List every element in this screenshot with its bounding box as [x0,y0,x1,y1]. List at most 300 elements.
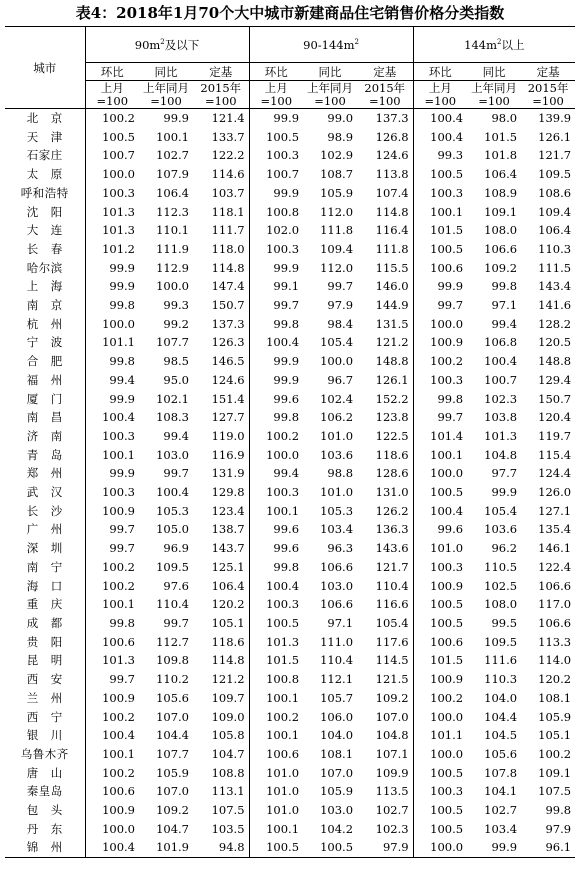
index-value: 112.1 [320,672,354,687]
index-value: 99.9 [249,259,303,278]
index-value: 109.5 [484,634,518,649]
city-name: 上 海 [26,279,63,294]
index-value: 102.4 [320,391,354,406]
index-value: 120.4 [538,410,572,425]
table-row [5,520,575,539]
index-value: 103.4 [320,522,354,537]
index-value: 122.5 [375,428,409,443]
index-value: 99.8 [413,390,467,409]
index-value: 96.3 [327,541,354,556]
index-value: 99.7 [85,670,139,689]
index-value: 100.6 [413,259,467,278]
table-row [5,801,575,820]
table-row [5,146,575,165]
index-value: 97.9 [327,298,354,313]
index-value: 109.2 [156,803,189,818]
index-value: 94.8 [193,838,249,857]
index-value: 108.7 [320,167,354,182]
city-name: 兰 州 [26,690,63,705]
index-value: 104.4 [484,709,518,724]
index-value: 109.7 [211,690,245,705]
index-value: 100.9 [85,689,139,708]
index-value: 99.6 [413,520,467,539]
index-value: 100.4 [413,128,467,147]
table-row [5,614,575,633]
index-value: 143.6 [375,541,409,556]
index-value: 101.1 [413,726,467,745]
index-value: 102.5 [484,578,518,593]
index-value: 121.4 [211,111,245,125]
index-value: 100.1 [413,203,467,222]
index-value: 99.3 [163,298,189,313]
index-value: 107.0 [320,765,354,780]
index-value: 101.0 [320,428,354,443]
metric-header: 定基 [193,63,249,81]
index-value: 100.1 [249,726,303,745]
index-value: 99.0 [327,111,354,125]
city-header: 城市 [5,27,85,109]
index-value: 118.6 [211,634,245,649]
index-value: 100.7 [484,372,518,387]
index-value: 100.0 [413,745,467,764]
index-value: 99.9 [249,109,303,128]
index-value: 100.4 [249,577,303,596]
index-value: 102.7 [375,803,409,818]
index-value: 100.4 [413,109,467,128]
table-row [5,427,575,446]
index-value: 100.1 [156,129,189,144]
index-value: 121.5 [375,672,409,687]
index-value: 100.7 [249,165,303,184]
index-value: 135.4 [538,522,572,537]
index-value: 114.0 [538,653,572,668]
table-row [5,708,575,727]
index-value: 102.3 [484,391,518,406]
city-name: 包 头 [26,803,63,818]
index-value: 118.1 [211,204,245,219]
index-value: 98.4 [327,316,354,331]
index-value: 99.7 [85,539,139,558]
table-row [5,221,575,240]
metric-header-row [5,63,575,81]
index-value: 104.5 [484,728,518,743]
index-value: 114.8 [375,204,409,219]
index-value: 113.3 [538,634,572,649]
city-name: 天 津 [26,129,63,144]
index-value: 110.4 [375,578,409,593]
index-value: 102.7 [484,803,518,818]
table-row [5,390,575,409]
index-value: 102.0 [249,221,303,240]
index-value: 133.7 [211,129,245,144]
index-value: 100.3 [413,782,467,801]
index-value: 123.4 [211,503,245,518]
index-value: 116.9 [211,447,245,462]
city-name: 西 宁 [26,709,63,724]
index-value: 102.3 [375,821,409,836]
index-value: 109.5 [156,559,189,574]
table-row [5,782,575,801]
index-value: 109.2 [375,690,409,705]
index-value: 103.7 [211,185,245,200]
index-value: 112.7 [156,634,189,649]
index-value: 100.4 [85,726,139,745]
index-value: 100.4 [85,838,139,857]
index-value: 109.4 [538,204,572,219]
index-value: 100.5 [249,614,303,633]
index-value: 99.9 [85,259,139,278]
base-header: 上年同月 =100 [467,81,521,109]
table-row [5,745,575,764]
index-value: 118.0 [211,241,245,256]
table-row [5,352,575,371]
index-value: 120.2 [538,672,572,687]
index-value: 104.7 [156,821,189,836]
table-row [5,651,575,670]
index-value: 105.9 [538,709,572,724]
index-value: 144.9 [375,298,409,313]
index-value: 99.7 [85,520,139,539]
index-value: 129.4 [538,372,572,387]
index-value: 146.0 [375,279,409,294]
index-value: 104.4 [156,728,189,743]
base-header: 上月 =100 [249,81,303,109]
index-value: 100.0 [413,464,467,483]
index-value: 95.0 [163,372,189,387]
index-value: 98.9 [327,129,354,144]
city-name: 合 肥 [26,354,63,369]
index-value: 97.1 [327,615,354,630]
index-value: 100.4 [85,408,139,427]
index-value: 129.8 [211,485,245,500]
index-value: 100.4 [413,502,467,521]
city-name: 锦 州 [5,838,85,857]
index-value: 99.6 [249,390,303,409]
index-value: 105.7 [320,690,354,705]
index-value: 101.5 [413,651,467,670]
index-value: 120.5 [538,335,572,350]
index-value: 101.9 [139,838,193,857]
index-value: 99.7 [327,279,354,294]
table-row [5,333,575,352]
index-value: 100.6 [413,633,467,652]
city-name: 武 汉 [26,485,63,500]
index-value: 99.4 [163,428,189,443]
index-value: 119.7 [538,428,572,443]
index-value: 113.1 [211,784,245,799]
index-value: 109.0 [211,709,245,724]
index-value: 107.7 [156,335,189,350]
index-value: 112.0 [320,260,354,275]
index-value: 100.3 [413,371,467,390]
index-value: 100.0 [413,315,467,334]
index-value: 105.3 [156,503,189,518]
index-value: 100.1 [249,689,303,708]
index-value: 110.1 [156,223,189,238]
index-value: 108.1 [538,690,572,705]
index-value: 124.4 [538,466,572,481]
index-value: 99.8 [545,803,572,818]
index-value: 111.7 [211,223,245,238]
index-value: 100.5 [413,801,467,820]
index-value: 103.0 [320,578,354,593]
index-value: 152.2 [375,391,409,406]
index-value: 111.5 [538,260,572,275]
index-value: 108.3 [156,410,189,425]
index-value: 138.7 [211,522,245,537]
index-value: 151.4 [211,391,245,406]
index-value: 128.2 [538,316,572,331]
index-value: 113.5 [375,784,409,799]
city-name: 南 宁 [26,559,63,574]
index-value: 100.0 [249,446,303,465]
index-value: 110.3 [538,241,572,256]
index-value: 105.9 [156,765,189,780]
index-value: 100.5 [249,128,303,147]
city-name: 杭 州 [26,316,63,331]
index-value: 126.0 [538,485,572,500]
index-value: 100.6 [249,745,303,764]
index-value: 131.5 [375,316,409,331]
table-row [5,689,575,708]
index-value: 100.4 [249,333,303,352]
table-row [5,277,575,296]
base-header: 上年同月 =100 [139,81,193,109]
index-value: 99.6 [249,539,303,558]
index-value: 106.6 [538,615,572,630]
table-row [5,184,575,203]
table-row [5,764,575,783]
index-value: 99.9 [249,371,303,390]
index-value: 103.6 [484,522,518,537]
index-value: 99.7 [163,466,189,481]
index-value: 100.5 [413,483,467,502]
index-value: 101.3 [85,221,139,240]
index-value: 100.0 [413,708,467,727]
index-value: 96.7 [327,372,354,387]
index-value: 99.9 [163,111,189,125]
city-name: 大 连 [26,223,63,238]
index-value: 127.7 [211,410,245,425]
index-value: 109.8 [156,653,189,668]
city-name: 广 州 [26,522,63,537]
index-value: 100.5 [413,614,467,633]
table-row [5,502,575,521]
index-value: 103.4 [484,821,518,836]
index-value: 101.0 [413,539,467,558]
index-value: 102.1 [156,391,189,406]
index-value: 101.3 [249,633,303,652]
index-value: 100.2 [85,109,139,128]
index-value: 99.1 [249,277,303,296]
index-value: 103.0 [156,447,189,462]
table-row [5,165,575,184]
group-header-large: $144m^2$以上 [413,27,575,63]
table-row [5,464,575,483]
index-value: 99.4 [249,464,303,483]
index-value: 100.0 [85,165,139,184]
index-value: 99.8 [249,408,303,427]
index-value: 106.4 [211,578,245,593]
index-value: 110.4 [320,653,354,668]
city-name: 太 原 [26,167,63,182]
index-value: 101.5 [249,651,303,670]
metric-header: 环比 [413,63,467,81]
index-value: 100.6 [85,782,139,801]
city-name: 哈尔滨 [26,260,63,275]
index-value: 99.8 [85,614,139,633]
table-row [5,371,575,390]
index-value: 116.4 [375,223,409,238]
index-value: 126.2 [375,503,409,518]
index-value: 100.3 [85,427,139,446]
index-value: 100.5 [413,240,467,259]
index-value: 100.3 [413,184,467,203]
index-value: 100.1 [249,820,303,839]
index-value: 126.1 [538,129,572,144]
index-value: 105.6 [156,690,189,705]
index-value: 100.3 [85,184,139,203]
index-value: 99.8 [85,352,139,371]
index-value: 106.4 [156,185,189,200]
index-value: 99.8 [249,315,303,334]
table-row [5,483,575,502]
index-value: 107.9 [156,167,189,182]
index-value: 105.6 [484,746,518,761]
index-value: 112.3 [156,204,189,219]
index-value: 105.9 [320,784,354,799]
table-row [5,726,575,745]
index-value: 122.4 [538,559,572,574]
index-value: 110.2 [156,672,189,687]
index-value: 136.3 [375,522,409,537]
table-row [5,558,575,577]
index-value: 121.7 [375,559,409,574]
index-value: 100.5 [303,838,357,857]
index-value: 107.4 [375,185,409,200]
index-value: 100.5 [249,838,303,857]
index-value: 100.0 [85,315,139,334]
index-value: 96.2 [491,541,518,556]
index-value: 99.7 [163,615,189,630]
index-value: 106.6 [320,597,354,612]
index-value: 99.3 [413,146,467,165]
index-value: 114.8 [211,260,245,275]
index-value: 99.9 [491,485,518,500]
index-value: 103.8 [484,410,518,425]
index-value: 99.9 [249,352,303,371]
index-value: 111.6 [484,653,518,668]
index-value: 103.6 [320,447,354,462]
index-value: 108.8 [211,765,245,780]
index-value: 118.6 [375,447,409,462]
index-value: 100.5 [413,595,467,614]
city-name: 秦皇岛 [26,784,63,799]
index-value: 141.6 [538,298,572,313]
index-value: 100.8 [249,203,303,222]
index-value: 124.6 [375,148,409,163]
index-value: 146.1 [538,541,572,556]
metric-header: 同比 [467,63,521,81]
index-value: 100.2 [85,558,139,577]
index-value: 111.8 [320,223,354,238]
index-value: 100.9 [85,502,139,521]
index-value: 99.6 [249,520,303,539]
metric-header: 定基 [357,63,413,81]
index-value: 131.9 [211,466,245,481]
base-header: 2015年 =100 [193,81,249,109]
index-value: 99.5 [491,615,518,630]
index-value: 110.4 [156,597,189,612]
index-value: 101.3 [484,428,518,443]
index-value: 103.0 [320,803,354,818]
index-value: 106.8 [484,335,518,350]
index-value: 105.1 [538,728,572,743]
city-name: 厦 门 [26,391,63,406]
index-value: 101.1 [85,333,139,352]
city-name: 青 岛 [26,447,63,462]
index-value: 104.8 [375,728,409,743]
index-value: 100.2 [85,764,139,783]
index-value: 101.2 [85,240,139,259]
price-index-table [5,26,575,858]
index-value: 148.8 [375,354,409,369]
city-name: 西 安 [26,672,63,687]
index-value: 116.6 [375,597,409,612]
index-value: 101.4 [413,427,467,446]
index-value: 114.6 [211,167,245,182]
index-value: 110.5 [484,559,518,574]
index-value: 105.1 [211,615,245,630]
city-name: 济 南 [26,428,63,443]
index-value: 101.0 [249,764,303,783]
city-name: 呼和浩特 [20,185,69,200]
index-value: 99.7 [413,296,467,315]
index-value: 121.2 [211,672,245,687]
index-value: 109.1 [484,204,518,219]
index-value: 108.0 [484,597,518,612]
city-name: 深 圳 [26,541,63,556]
index-value: 150.7 [211,298,245,313]
metric-header: 同比 [139,63,193,81]
index-value: 100.0 [413,838,467,857]
index-value: 108.9 [484,185,518,200]
city-name: 长 沙 [26,503,63,518]
index-value: 99.9 [85,390,139,409]
index-value: 100.1 [85,745,139,764]
index-value: 110.3 [484,672,518,687]
index-value: 107.0 [156,784,189,799]
index-value: 106.6 [320,559,354,574]
index-value: 101.0 [249,782,303,801]
index-value: 119.0 [211,428,245,443]
index-value: 106.0 [320,709,354,724]
index-value: 106.4 [484,167,518,182]
index-value: 100.5 [413,764,467,783]
group-header-small: $90m^2$及以下 [85,27,249,63]
metric-header: 环比 [249,63,303,81]
city-name: 乌鲁木齐 [20,746,69,761]
index-value: 105.4 [375,615,409,630]
index-value: 100.3 [413,558,467,577]
index-value: 123.8 [375,410,409,425]
index-value: 126.3 [211,335,245,350]
table-row [5,446,575,465]
index-value: 115.4 [538,447,572,462]
index-value: 99.7 [413,408,467,427]
city-name: 北 京 [26,111,63,125]
city-name: 重 庆 [26,597,63,612]
